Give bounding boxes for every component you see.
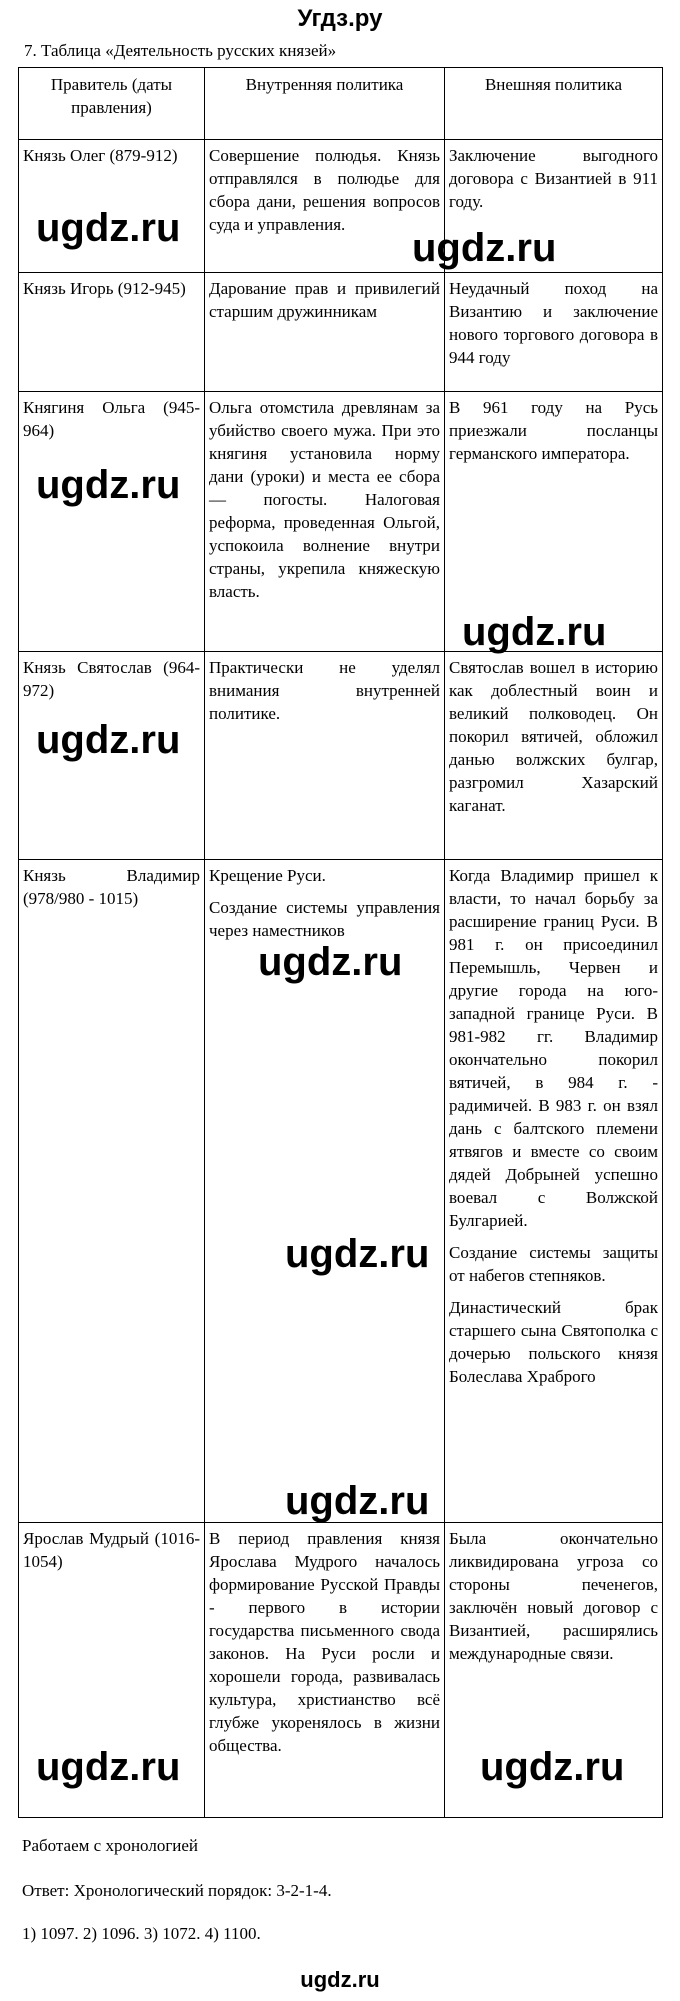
internal-cell xyxy=(205,652,445,860)
external-text: Неудачный поход на Византию и заключение нового торгового договора в 944 году xyxy=(449,279,658,367)
header-ruler: Правитель (даты правления) xyxy=(19,68,205,140)
internal-cell xyxy=(205,1523,445,1818)
watermark: ugdz.ru xyxy=(36,718,181,762)
external-text: Династический брак старшего сына Святополка с дочерью польского князя Болеслава Храброго xyxy=(449,1298,658,1386)
internal-cell xyxy=(205,140,445,273)
ruler-cell xyxy=(19,392,205,652)
ruler-name: Ярослав Мудрый (1016-1054) xyxy=(23,1529,200,1571)
watermark: ugdz.ru xyxy=(36,1745,181,1789)
external-cell xyxy=(445,273,663,392)
external-text: В 961 году на Русь приезжали посланцы германского императора. xyxy=(449,398,658,463)
watermark: ugdz.ru xyxy=(36,463,181,507)
external-text: Заключение выгодного договора с Византией в 911 году. xyxy=(449,146,658,211)
internal-cell xyxy=(205,392,445,652)
internal-text: Ольга отомстила древлянам за убийство своего мужа. При это княгиня установила норму дани (уроки) и места ее сбора — погосты. Налоговая реформа, проведенная Ольгой, успокоила волнение внутри страны, укрепила княжескую власть. xyxy=(209,398,440,601)
task-title: 7. Таблица «Деятельность русских князей» xyxy=(24,41,337,60)
external-cell xyxy=(445,860,663,1523)
external-text: Была окончательно ликвидирована угроза со стороны печенегов, заключён новый договор с Византией, расширялись международные связи. xyxy=(449,1529,658,1663)
header-external-policy: Внешняя политика xyxy=(445,68,663,140)
table-header-row xyxy=(19,68,663,140)
table-row xyxy=(19,273,663,392)
watermark: ugdz.ru xyxy=(258,940,403,984)
ruler-cell xyxy=(19,860,205,1523)
internal-text: Дарование прав и привилегий старшим дружинникам xyxy=(209,279,440,321)
chronology-dates: 1) 1097. 2) 1096. 3) 1072. 4) 1100. xyxy=(22,1924,261,1943)
watermark: ugdz.ru xyxy=(285,1479,430,1523)
header-internal-policy: Внутренняя политика xyxy=(205,68,445,140)
ruler-name: Княгиня Ольга (945-964) xyxy=(23,398,200,440)
watermark: ugdz.ru xyxy=(462,610,607,654)
site-header: Угдз.ру xyxy=(297,5,383,32)
internal-text: В период правления князя Ярослава Мудрого началось формирование Русской Правды - первого в истории государства письменного свода законов. На Руси росли и хорошели города, развивалась культура, христианство всё глубже укоренялось в жизни общества. xyxy=(209,1529,440,1755)
external-text: Когда Владимир пришел к власти, то начал борьбу за расширение границ Руси. В 981 г. он присоединил Перемышль, Червен и другие города на юго-западной границе Руси. В 981-982 гг. Владимир окончательно покорил вятичей, в 984 г. - радимичей. В 983 г. он взял дань с балтского племени ятвягов и вместе со своим дядей Добрыней успешно воевал с Волжской Булгарией. xyxy=(449,866,658,1230)
internal-text: Создание системы управления через наместников xyxy=(209,898,440,940)
ruler-name: Князь Святослав (964-972) xyxy=(23,658,200,700)
internal-cell xyxy=(205,273,445,392)
internal-text: Практически не уделял внимания внутренней политике. xyxy=(209,658,440,723)
internal-text: Совершение полюдья. Князь отправлялся в полюдье для сбора дани, решения вопросов суда и управления. xyxy=(209,146,440,234)
ruler-cell xyxy=(19,273,205,392)
ruler-name: Князь Владимир (978/980 - 1015) xyxy=(23,866,200,908)
internal-text: Крещение Руси. xyxy=(209,866,326,885)
site-footer: ugdz.ru xyxy=(300,1967,380,1992)
watermark: ugdz.ru xyxy=(285,1232,430,1276)
watermark: ugdz.ru xyxy=(480,1745,625,1789)
external-text: Святослав вошел в историю как доблестный воин и великий полководец. Он покорил вятичей, обложил данью волжских булгар, разгромил Хазарский каганат. xyxy=(449,658,658,815)
chronology-heading: Работаем с хронологией xyxy=(22,1836,199,1855)
ruler-name: Князь Игорь (912-945) xyxy=(23,279,186,298)
chronology-answer: Ответ: Хронологический порядок: 3-2-1-4. xyxy=(22,1881,332,1900)
external-cell xyxy=(445,652,663,860)
ruler-name: Князь Олег (879-912) xyxy=(23,146,178,165)
watermark: ugdz.ru xyxy=(412,226,557,270)
watermark: ugdz.ru xyxy=(36,206,181,250)
external-text: Создание системы защиты от набегов степняков. xyxy=(449,1243,658,1285)
